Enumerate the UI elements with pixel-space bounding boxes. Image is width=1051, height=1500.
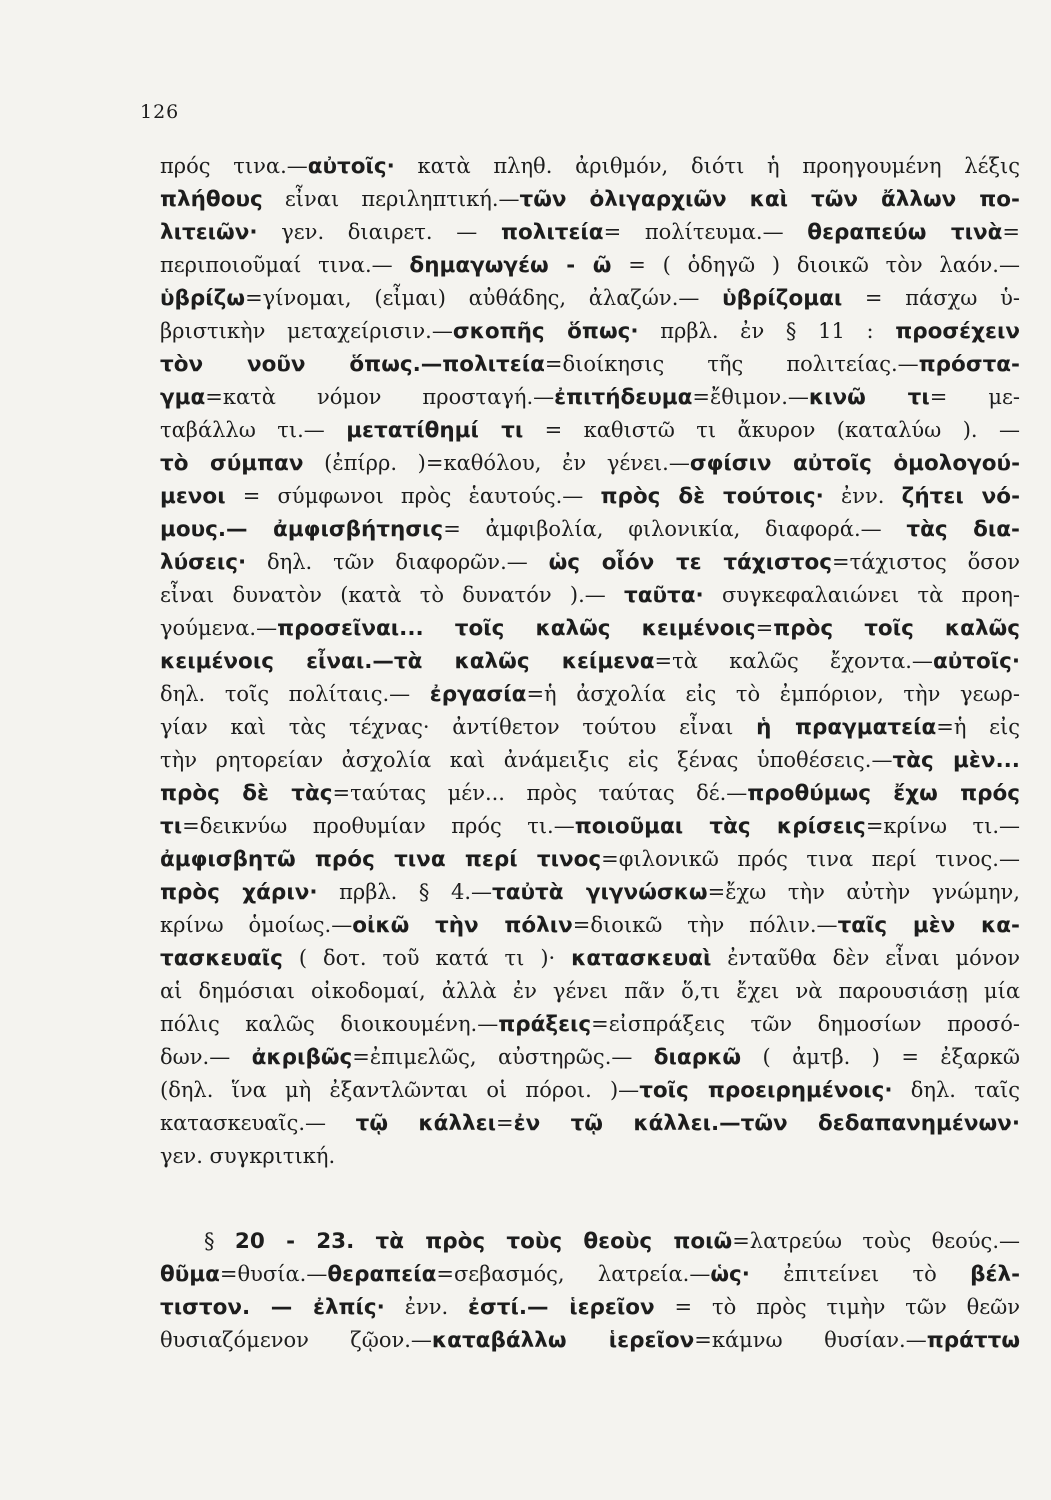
text-line [160,1041,1020,1074]
gloss-text: = τὸ πρὸς τιμὴν τῶν θεῶν [654,1295,1020,1319]
gloss-text: = πάσχω ὑ- [842,286,1020,310]
text-line [160,150,1020,183]
lemma-term: τοῖς προειρημένοις· [639,1078,893,1103]
gloss-text: = σύμφωνοι πρὸς ἑαυτούς.— [225,484,601,508]
gloss-text: βριστικὴν μεταχείρισιν.— [160,319,453,343]
text-line [160,480,1020,513]
lemma-term: οἰκῶ τὴν πόλιν [352,913,573,938]
gloss-text: θυσιαζόμενον ζῷον.— [160,1328,432,1352]
lemma-term: ὑβρίζομαι [722,286,843,311]
gloss-text: πόλις καλῶς διοικουμένη.— [160,1012,499,1036]
text-line [160,1140,1020,1173]
lemma-term: πράττω [926,1328,1020,1353]
lemma-term: ἐστί.— ἱερεῖον [468,1295,655,1320]
gloss-text: =κρίνω τι.— [865,814,1020,838]
gloss-text: =κάμνω θυσίαν.— [694,1328,927,1352]
text-line [160,1291,1020,1324]
lemma-term: πρὸς δὲ τὰς [160,781,333,806]
lemma-term: ὡς οἷόν τε τάχιστος [548,550,833,575]
gloss-text: περιποιοῦμαί τινα.— [160,253,410,277]
gloss-text: συγκεφαλαιώνει τὰ προη- [703,583,1021,607]
commentary-text [160,150,1020,1357]
text-line [160,249,1020,282]
gloss-text: δηλ. τῶν διαφορῶν.— [246,550,549,574]
lemma-term: κειμένοις εἶναι.—τὰ καλῶς κείμενα [160,649,655,674]
lemma-term: κατασκευαὶ [571,946,712,971]
text-line [160,216,1020,249]
lemma-term: ζήτει νό- [901,484,1021,509]
text-line [160,315,1020,348]
gloss-text: κατασκευαῖς.— [160,1111,356,1135]
text-line [160,579,1020,612]
lemma-term: πρὸς τοῖς καλῶς [773,616,1020,641]
gloss-text: =κατὰ νόμον προσταγή.— [205,385,555,409]
gloss-text: γεν. διαιρετ. — [257,220,501,244]
lemma-term: μετατίθημί τι [346,418,524,443]
lemma-term: βέλ- [970,1262,1021,1287]
gloss-text: κατὰ πληθ. ἀριθμόν, διότι ἡ προηγουμένη λέξις [394,154,1021,178]
gloss-text: § [204,1229,235,1253]
text-line [160,810,1020,843]
lemma-term: προσεῖναι... τοῖς καλῶς κειμένοις [277,616,756,641]
gloss-text: ἐνν. [384,1295,469,1319]
lemma-term: τῶν ὀλιγαρχιῶν καὶ τῶν ἄλλων πο- [519,187,1020,212]
text-line [160,909,1020,942]
gloss-text: =φιλονικῶ πρός τινα περί τινος.— [601,847,1020,871]
text-line [160,1008,1020,1041]
lemma-term: προσέχειν [895,319,1020,344]
gloss-text: (δηλ. ἵνα μὴ ἐξαντλῶνται οἱ πόροι. )— [160,1078,640,1102]
lemma-term: ταῖς μὲν κα- [837,913,1020,938]
gloss-text: = καθιστῶ τι ἄκυρον (καταλύω ). — [523,418,1020,442]
gloss-text: γεν. συγκριτική. [160,1144,336,1168]
text-line [160,381,1020,414]
text-line [160,612,1020,645]
lemma-term: ἐργασία [429,682,527,707]
lemma-term: διαρκῶ [653,1045,742,1070]
lemma-term: καταβάλλω ἱερεῖον [431,1328,695,1353]
lemma-term: λύσεις· [160,550,247,575]
text-line [160,744,1020,777]
gloss-text: πρβλ. § 4.— [317,880,493,904]
page-number: 126 [140,101,180,123]
lemma-term: αὐτοῖς· [932,649,1021,674]
gloss-text: τὴν ρητορείαν ἀσχολία καὶ ἀνάμειξις εἰς ξένας ὑποθέσεις.— [160,748,893,772]
gloss-text: =τάχιστος ὅσον [832,550,1021,574]
text-line [160,711,1020,744]
gloss-text: =διοίκησις τῆς πολιτείας.— [544,352,919,376]
gloss-text: ἐνταῦθα δὲν εἶναι μόνον [711,946,1020,970]
text-line [160,183,1020,216]
gloss-text: πρβλ. ἐν § 11 : [638,319,896,343]
gloss-text: ( ἀμτβ. ) = ἐξαρκῶ [741,1045,1020,1069]
lemma-term: δημαγωγέω - ῶ [409,253,612,278]
text-line [160,1324,1020,1357]
lemma-term: πλήθους [160,187,263,212]
gloss-text: εἶναι δυνατὸν (κατὰ τὸ δυνατόν ).— [160,583,625,607]
text-line [160,447,1020,480]
lemma-term: τιστον. — ἐλπίς· [160,1295,385,1320]
lemma-term: ποιοῦμαι τὰς κρίσεις [574,814,866,839]
lemma-term: τασκευαῖς [160,946,283,971]
lemma-term: γμα [160,385,206,410]
gloss-text: =ἐπιμελῶς, αὐστηρῶς.— [352,1045,654,1069]
gloss-text: =θυσία.— [219,1262,328,1286]
gloss-text: =ἡ ἀσχολία εἰς τὸ ἐμπόριον, τὴν γεωρ- [526,682,1021,706]
lemma-term: αὐτοῖς· [307,154,395,179]
lemma-term: ἀμφισβητῶ πρός τινα περί τινος [160,847,602,872]
gloss-text: δηλ. τοῖς πολίταις.— [160,682,430,706]
gloss-text: = [496,1111,514,1135]
gloss-text: γίαν καὶ τὰς τέχνας· ἀντίθετον τούτου εἶναι [160,715,757,739]
gloss-text: =τὰ καλῶς ἔχοντα.— [654,649,933,673]
gloss-text: = ( ὁδηγῶ ) διοικῶ τὸν λαόν.— [611,253,1020,277]
lemma-term: ὑβρίζω [160,286,246,311]
gloss-text: =δεικνύω προθυμίαν πρός τι.— [182,814,575,838]
text-line [160,876,1020,909]
gloss-text: =διοικῶ τὴν πόλιν.— [572,913,838,937]
lemma-term: πρὸς χάριν· [160,880,318,905]
lemma-term: σφίσιν αὐτοῖς ὁμολογού- [689,451,1020,476]
gloss-text: =λατρεύω τοὺς θεούς.— [732,1229,1020,1253]
lemma-term: τι [160,814,183,839]
gloss-text: ( δοτ. τοῦ κατά τι )· [282,946,572,970]
lemma-term: μενοι [160,484,226,509]
text-line [160,546,1020,579]
gloss-text: =ἔθιμον.— [692,385,809,409]
gloss-text: =ταύτας μέν... πρὸς ταύτας δέ.— [332,781,748,805]
gloss-text: γούμενα.— [160,616,278,640]
lemma-term: λιτειῶν· [160,220,258,245]
lemma-term: πρὸς δὲ τούτοις· [600,484,824,509]
text-line [160,1107,1020,1140]
lemma-term: ταῦτα· [624,583,704,608]
gloss-text: ἐπιτείνει τὸ [749,1262,971,1286]
gloss-text: = ἀμφιβολία, φιλονικία, διαφορά.— [443,517,907,541]
gloss-text: = [755,616,774,640]
lemma-term: 20 - 23. τὰ πρὸς τοὺς θεοὺς ποιῶ [234,1229,733,1254]
lemma-term: τὸν νοῦν ὅπως.—πολιτεία [160,352,545,377]
lemma-term: ὡς· [710,1262,750,1287]
lemma-term: ἐπιτήδευμα [554,385,693,410]
text-line [160,843,1020,876]
gloss-text: δων.— [160,1045,252,1069]
gloss-text: (ἐπίρρ. )=καθόλου, ἐν γένει.— [303,451,690,475]
lemma-term: κινῶ τι [808,385,930,410]
gloss-text: = με- [929,385,1020,409]
gloss-text: δηλ. ταῖς [892,1078,1020,1102]
lemma-term: πρόστα- [918,352,1020,377]
text-line [160,942,1020,975]
text-line [160,975,1020,1008]
lemma-term: ἐν τῷ κάλλει.—τῶν δεδαπανημένων· [513,1111,1020,1136]
text-line [160,1225,1020,1258]
text-line [160,1258,1020,1291]
paragraph-gap [160,1173,1020,1225]
gloss-text: = πολίτευμα.— [603,220,808,244]
text-line [160,1074,1020,1107]
lemma-term: ἡ πραγματεία [756,715,937,740]
gloss-text: κρίνω ὁμοίως.— [160,913,353,937]
lemma-term: προθύμως ἔχω πρός [747,781,1020,806]
text-line [160,348,1020,381]
text-line [160,282,1020,315]
gloss-text: =ἔχω τὴν αὐτὴν γνώμην, [707,880,1020,904]
lemma-term: τὸ σύμπαν [160,451,304,476]
lemma-term: θεραπεύω τινὰ [807,220,1003,245]
text-line [160,645,1020,678]
text-line [160,414,1020,447]
lemma-term: θεραπεία [327,1262,437,1287]
gloss-text: =γίνομαι, (εἶμαι) αὐθάδης, ἀλαζών.— [245,286,723,310]
lemma-term: πολιτεία [500,220,604,245]
lemma-term: ἀκριβῶς [251,1045,353,1070]
lemma-term: θῦμα [160,1262,220,1287]
gloss-text: εἶναι περιληπτική.— [262,187,520,211]
gloss-text: ταβάλλω τι.— [160,418,347,442]
gloss-text: =εἰσπράξεις τῶν δημοσίων προσό- [591,1012,1020,1036]
lemma-term: πράξεις [498,1012,592,1037]
lemma-term: τὰς δια- [906,517,1020,542]
lemma-term: σκοπῆς ὅπως· [452,319,639,344]
gloss-text: αἱ δημόσιαι οἰκοδομαί, ἀλλὰ ἐν γένει πᾶν ὅ,τι ἔχει νὰ παρουσιάσῃ μία [160,979,1020,1003]
gloss-text: = [1002,220,1020,244]
lemma-term: τῷ κάλλει [355,1111,496,1136]
lemma-term: μους.— ἀμφισβήτησις [160,517,444,542]
gloss-text: =σεβασμός, λατρεία.— [436,1262,711,1286]
gloss-text: πρός τινα.— [160,154,308,178]
lemma-term: τὰς μὲν... [892,748,1020,773]
gloss-text: ἐνν. [823,484,902,508]
gloss-text: =ἡ εἰς [936,715,1020,739]
text-line [160,513,1020,546]
lemma-term: ταὐτὰ γιγνώσκω [492,880,708,905]
text-line [160,777,1020,810]
text-line [160,678,1020,711]
